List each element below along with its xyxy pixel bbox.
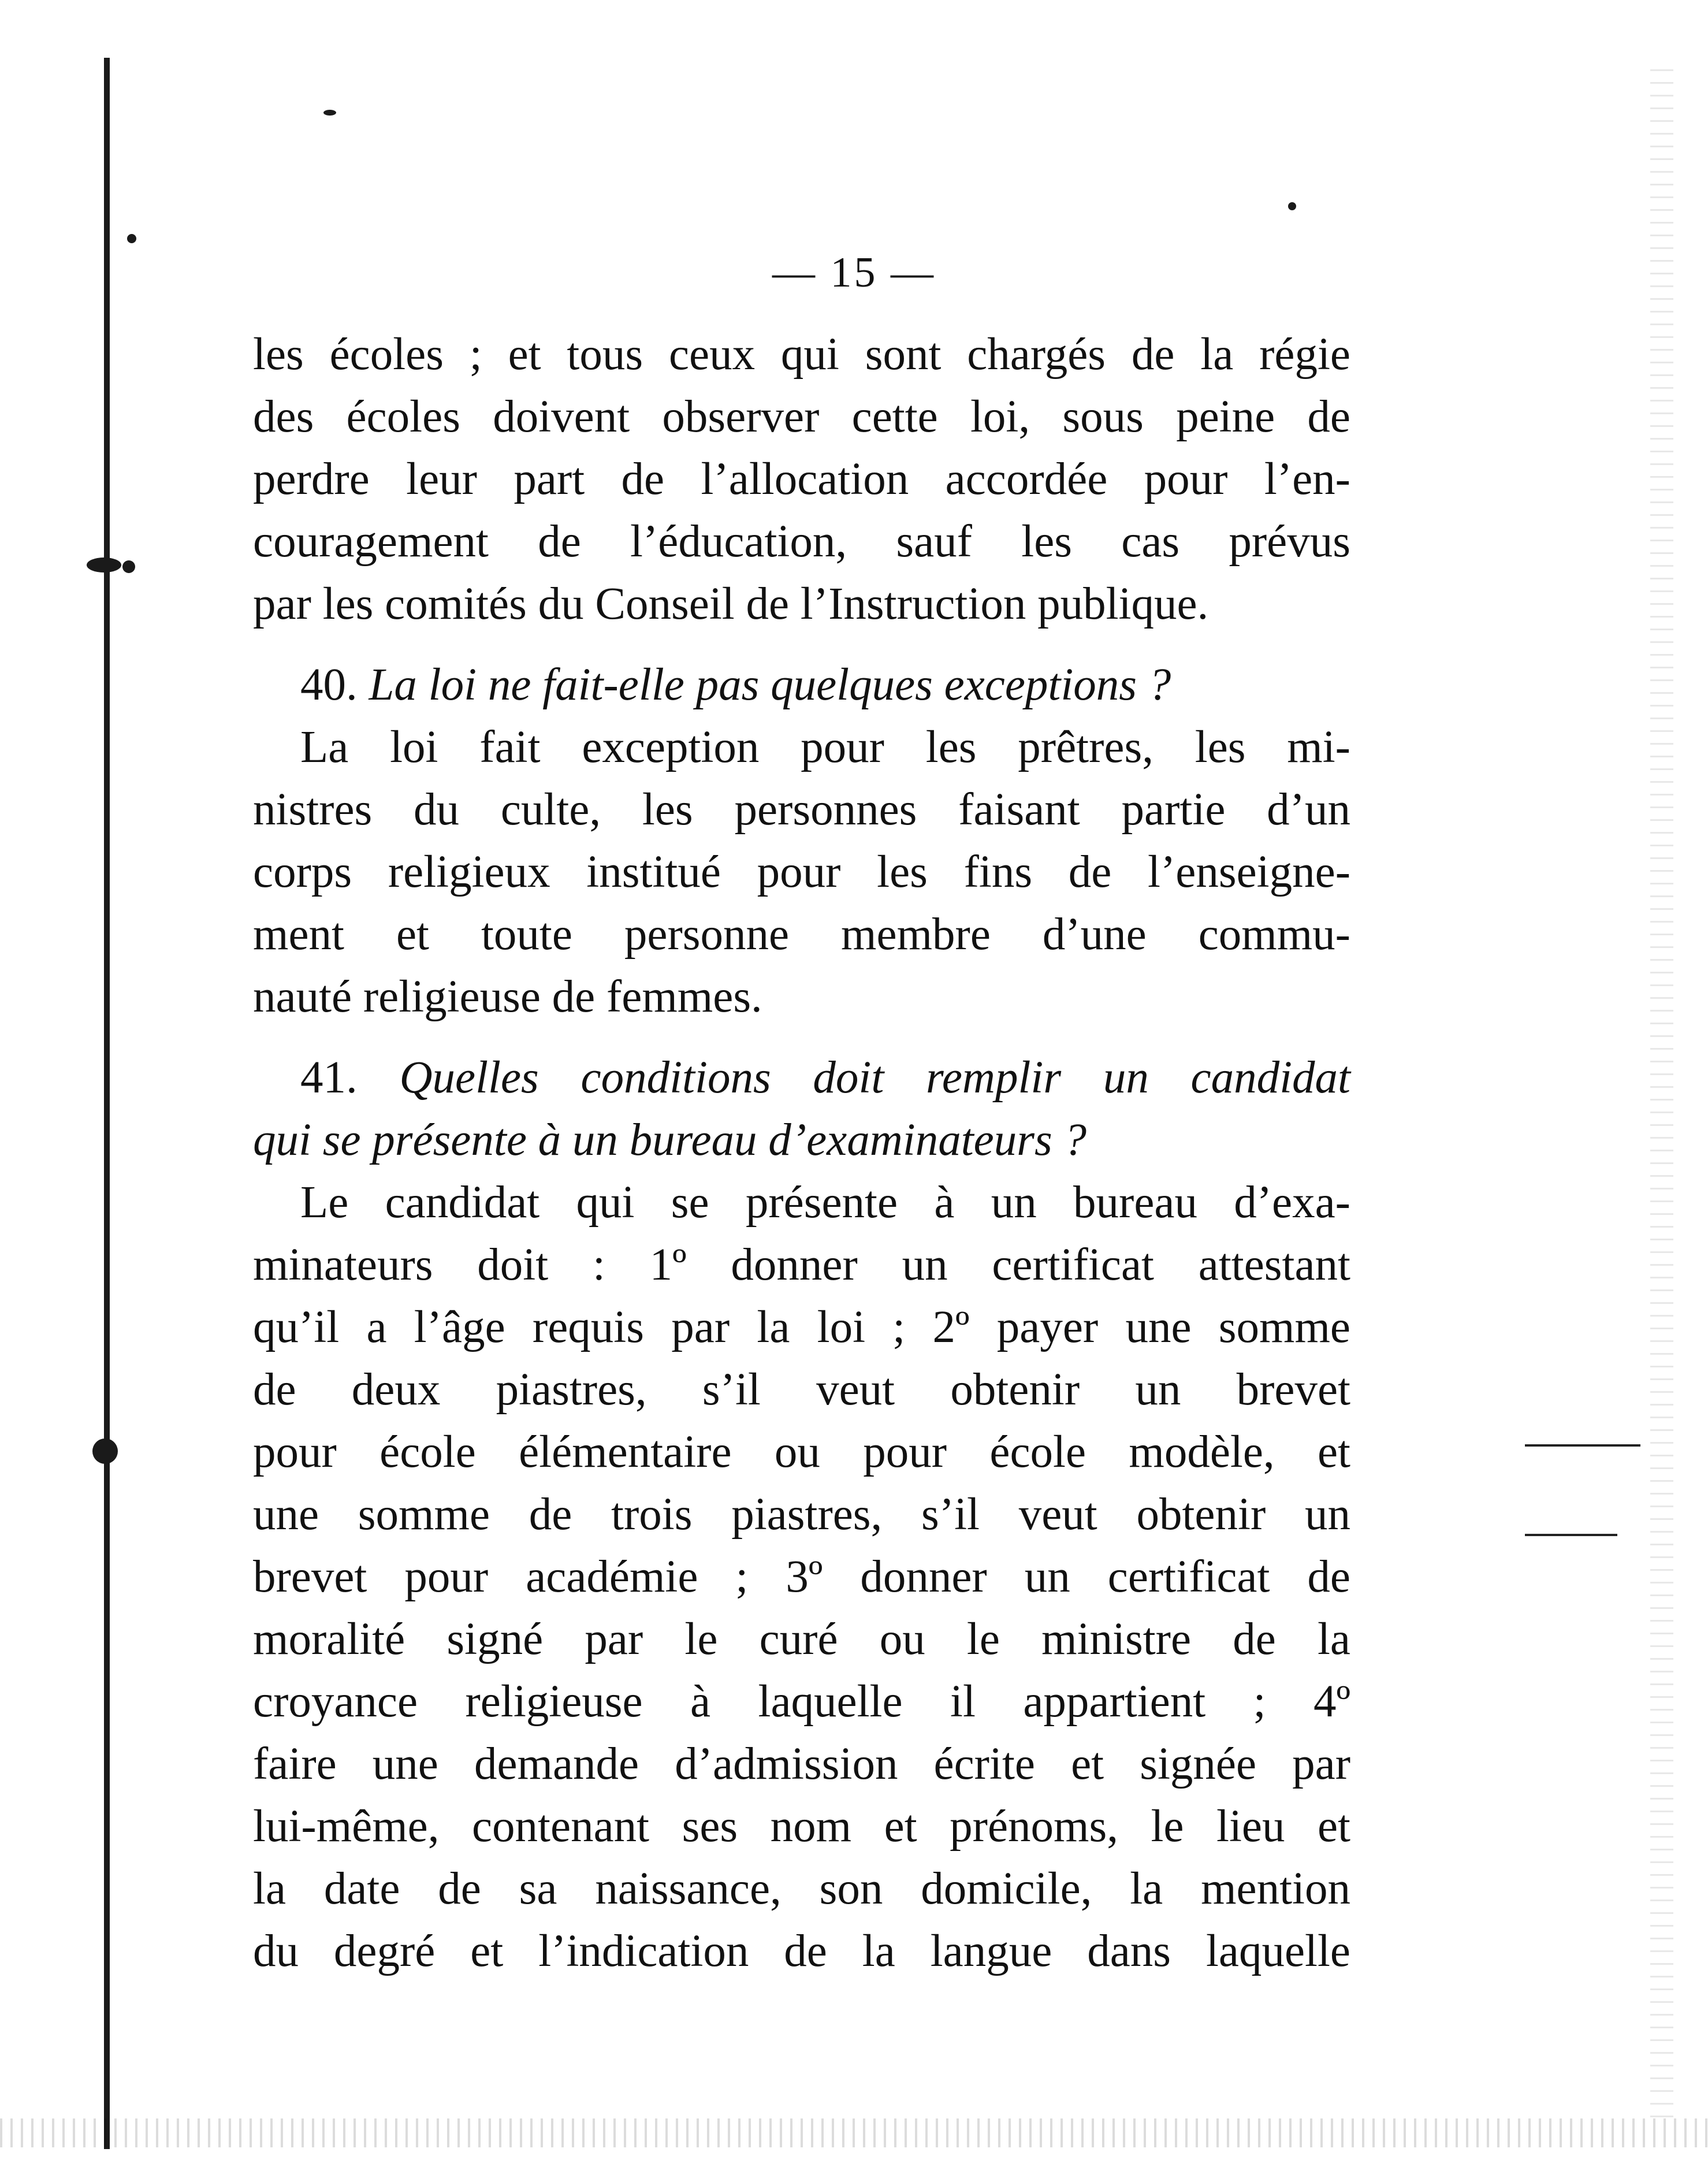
question-line: qui se présente à un bureau d’examinateurs ? [253,1115,1086,1165]
scan-rule [1525,1444,1640,1447]
binding-edge-line [104,58,110,2149]
ink-dot [127,234,136,243]
text-line: les écoles ; et tous ceux qui sont chargés de la régie [253,329,1350,380]
answer-line: nistres du culte, les personnes faisant partie d’un [253,785,1350,835]
text-line: perdre leur part de l’allocation accordée pour l’en- [253,454,1350,504]
answer-line: de deux piastres, s’il veut obtenir un brevet [253,1365,1350,1415]
ink-blot [87,557,121,573]
paragraph-continuation [253,324,1350,635]
answer-line: Le candidat qui se présente à un bureau d’exa- [300,1177,1350,1228]
question-40 [253,654,1350,1028]
question-number: 41. [300,1053,358,1103]
page-edge-noise [1650,69,1673,2126]
question-line [253,1047,1350,1109]
question-number: 40. [300,660,358,710]
answer-line: la date de sa naissance, son domicile, la mention [253,1864,1350,1914]
page-number: — 15 — [772,249,936,296]
answer-line: ment et toute personne membre d’une commu- [253,909,1350,960]
answer-line: lui-même, contenant ses nom et prénoms, le lieu et [253,1801,1350,1852]
answer-line: pour école élémentaire ou pour école modèle, et [253,1427,1350,1477]
scan-rule [1525,1534,1617,1536]
question-41 [253,1047,1350,1983]
question-line [253,654,1350,716]
ink-dot [323,110,336,116]
ink-dot [1288,202,1296,210]
text-line: des écoles doivent observer cette loi, sous peine de [253,392,1350,442]
answer-line: croyance religieuse à laquelle il appartient ; 4º [253,1677,1350,1727]
answer-line: brevet pour académie ; 3º donner un certificat de [253,1552,1350,1602]
answer-line: une somme de trois piastres, s’il veut obtenir un [253,1489,1350,1540]
question-text: Quelles conditions doit remplir un candidat [399,1053,1351,1103]
answer-line: moralité signé par le curé ou le ministre de la [253,1614,1350,1664]
answer-line: du degré et l’indication de la langue dans laquelle [253,1926,1350,1976]
answer-line: nauté religieuse de femmes. [253,972,762,1022]
text-line: couragement de l’éducation, sauf les cas prévus [253,516,1350,567]
answer-line: corps religieux institué pour les fins de l’enseigne- [253,847,1350,897]
page-edge-noise [0,2118,1708,2147]
answer-line: minateurs doit : 1º donner un certificat attestant [253,1240,1350,1290]
ink-blot [92,1438,118,1464]
question-text: La loi ne fait-elle pas quelques exceptions ? [369,660,1171,710]
page-text [253,324,1350,1983]
answer-line: La loi fait exception pour les prêtres, les mi- [300,722,1350,772]
answer-line: faire une demande d’admission écrite et signée par [253,1739,1350,1789]
ink-blot [122,560,135,573]
text-line: par les comités du Conseil de l’Instruction publique. [253,579,1209,629]
answer-line: qu’il a l’âge requis par la loi ; 2º payer une somme [253,1302,1350,1352]
